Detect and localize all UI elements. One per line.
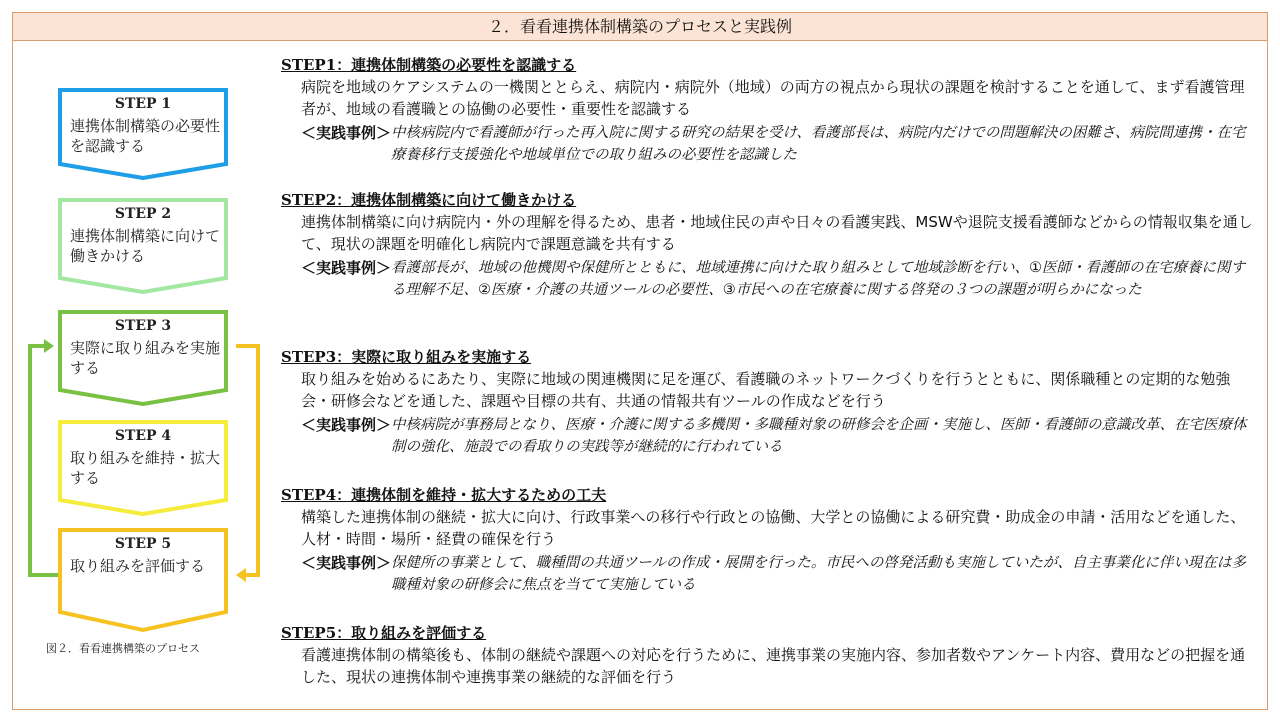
step-label: 実際に取り組みを実施する: [70, 339, 221, 377]
step-heading: STEP1：連携体制構築の必要性を認識する: [281, 56, 577, 74]
step-title: STEP 5: [114, 536, 172, 552]
loop-arrow-left: [30, 346, 58, 575]
practice-case-text: 保健所の事業として、職種間の共通ツールの作成・展開を行った。市民への啓発活動も実施していたが、自主事業化に伴い現在は多職種対象の研修会に焦点を当てて実施している: [391, 555, 1246, 593]
step-label: 連携体制構築に向けて働きかける: [70, 227, 221, 265]
practice-case-text: 看護部長が、地域の他機関や保健所とともに、地域連携に向けた取り組みとして地域診断を行い、①医師・看護師の在宅療養に関する理解不足、②医療・介護の共通ツールの必要性、③市民への在宅療養に関する啓発の３つの課題が明らかになった: [391, 260, 1246, 298]
process-step-4: [58, 420, 228, 516]
practice-case-text: 中核病院が事務局となり、医療・介護に関する多機関・多職種対象の研修会を企画・実施し、医師・看護師の意識改革、在宅医療体制の強化、施設での看取りの実践等が継続的に行われている: [391, 417, 1247, 455]
practice-case: [301, 257, 1256, 301]
step-title: STEP 4: [114, 428, 172, 444]
step-detail-1: [281, 54, 1256, 166]
step-label: 取り組みを評価する: [70, 557, 206, 575]
practice-case-label: ＜実践事例＞: [301, 259, 392, 277]
practice-case: [301, 414, 1256, 458]
practice-case: [301, 552, 1256, 596]
process-step-2: [58, 198, 228, 294]
loop-arrow-right: [236, 346, 258, 575]
step-title: STEP 1: [114, 96, 172, 112]
step-description: 構築した連携体制の継続・拡大に向け、行政事業への移行や行政との協働、大学との協働による研究費・助成金の申請・活用などを通した、人材・時間・場所・経費の確保を行う: [301, 508, 1246, 548]
step-detail-2: [281, 189, 1256, 301]
practice-case-text: 中核病院内で看護師が行った再入院に関する研究の結果を受け、看護部長は、病院内だけでの問題解決の困難さ、病院間連携・在宅療養移行支援強化や地域単位での取り組みの必要性を認識した: [391, 125, 1246, 163]
step-label: 連携体制構築の必要性を認識する: [70, 117, 221, 155]
step-title: STEP 3: [114, 318, 172, 334]
practice-case-label: ＜実践事例＞: [301, 124, 392, 142]
step-detail-3: [281, 346, 1256, 458]
practice-case-label: ＜実践事例＞: [301, 416, 392, 434]
loop-arrow-right-head: [236, 568, 246, 582]
step-heading: STEP5：取り組みを評価する: [281, 624, 487, 642]
process-step-1: [58, 88, 228, 180]
step-description: 病院を地域のケアシステムの一機関ととらえ、病院内・病院外（地域）の両方の視点から現状の課題を検討することを通して、まず看護管理者が、地域の看護職との協働の必要性・重要性を認識する: [301, 78, 1245, 118]
practice-case-label: ＜実践事例＞: [301, 554, 392, 572]
step-heading: STEP4：連携体制を維持・拡大するための工夫: [281, 486, 607, 504]
step-description: 看護連携体制の構築後も、体制の継続や課題への対応を行うために、連携事業の実施内容、参加者数やアンケート内容、費用などの把握を通した、現状の連携体制や連携事業の継続的な評価を行う: [301, 646, 1246, 686]
figure-caption: 図２．看看連携構築のプロセス: [46, 642, 200, 655]
practice-case: [301, 122, 1256, 166]
step-detail-4: [281, 484, 1256, 596]
step-heading: STEP3：実際に取り組みを実施する: [281, 348, 532, 366]
step-description: 取り組みを始めるにあたり、実際に地域の関連機関に足を運び、看護職のネットワークづくりを行うとともに、関係職種との定期的な勉強会・研修会などを通した、課題や目標の共有、共通の情報共有ツールの作成などを行う: [301, 370, 1231, 410]
page-title: ２．看看連携体制構築のプロセスと実践例: [12, 12, 1268, 41]
step-heading: STEP2：連携体制構築に向けて働きかける: [281, 191, 577, 209]
process-step-5: [58, 528, 228, 632]
loop-arrow-left-head: [44, 339, 54, 353]
process-step-3: [58, 310, 228, 406]
step-title: STEP 2: [114, 206, 172, 222]
step-label: 取り組みを維持・拡大する: [70, 449, 221, 487]
step-description: 連携体制構築に向け病院内・外の理解を得るため、患者・地域住民の声や日々の看護実践、MSWや退院支援看護師などからの情報収集を通して、現状の課題を明確化し病院内で課題意識を共有する: [301, 213, 1253, 253]
step-detail-5: [281, 622, 1256, 688]
